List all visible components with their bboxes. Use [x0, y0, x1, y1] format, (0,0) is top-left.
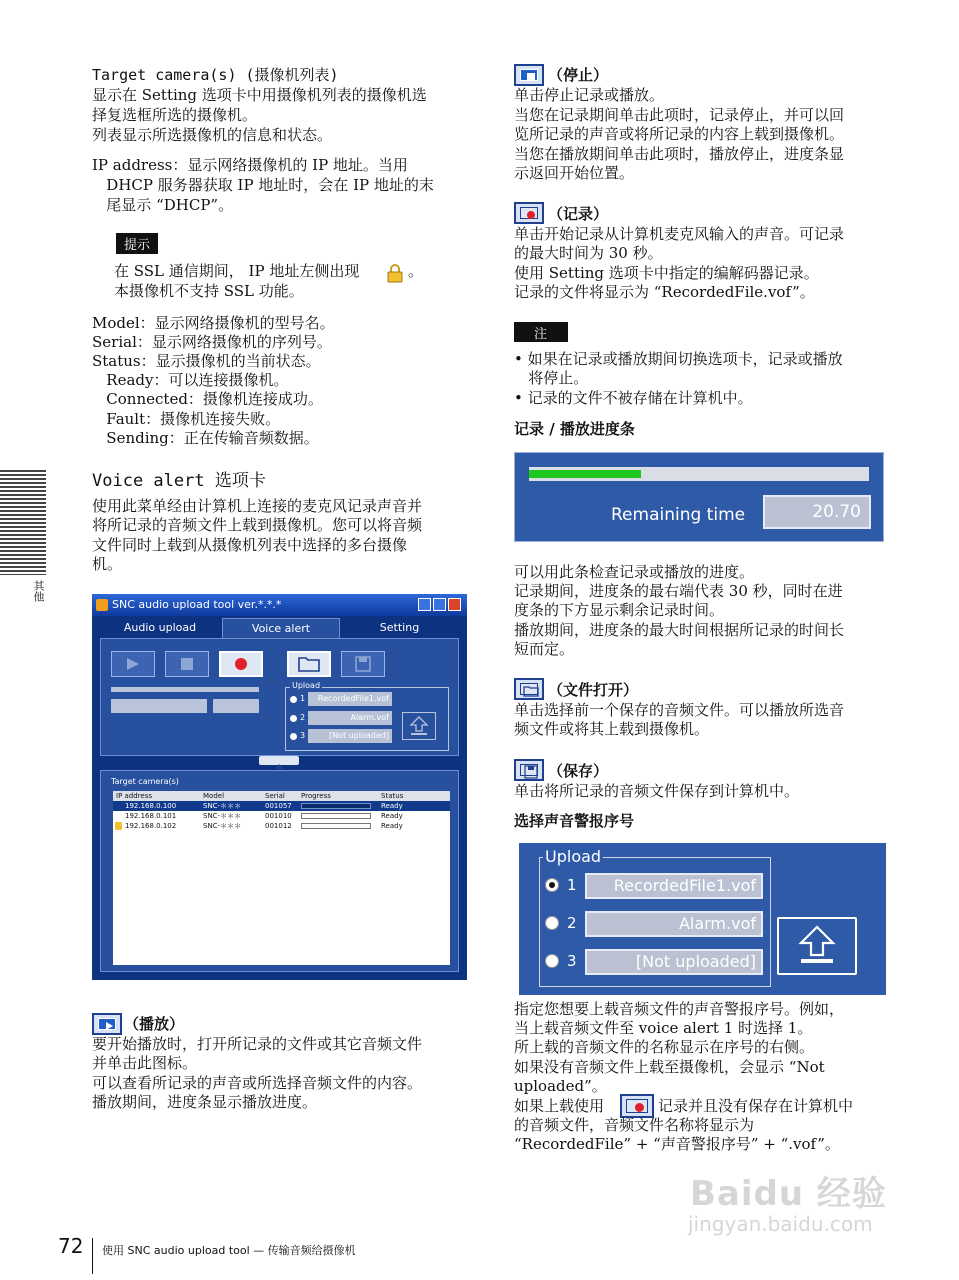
status-connected: Connected：摄像机连接成功。: [92, 390, 323, 408]
note-tag: 注: [534, 327, 548, 342]
ip-desc-2: DHCP 服务器获取 IP 地址时，会在 IP 地址的末: [92, 176, 434, 194]
select-desc-5: uploaded”。: [514, 1077, 607, 1095]
hint-line-2: 本摄像机不支持 SSL 功能。: [114, 282, 304, 300]
footer-divider: [92, 1238, 93, 1274]
upload-slot-3: [Not uploaded]: [308, 729, 392, 743]
upload-note-pre: 如果上载使用: [514, 1097, 605, 1115]
col-serial: Serial: [265, 792, 285, 800]
voice-desc-1: 使用此菜单经由计算机上连接的麦克风记录声音并: [92, 497, 423, 515]
upload-note-tail-2: “RecordedFile” + “声音警报序号” + “.vof”。: [514, 1135, 840, 1153]
select-desc-4: 如果没有音频文件上载至摄像机，会显示 “Not: [514, 1058, 825, 1076]
alert-num-2: 2: [567, 914, 577, 932]
tab-bar: [100, 618, 459, 638]
row2-model: SNC-＊＊＊: [203, 812, 242, 820]
upload-note-tail-1: 的音频文件，音频文件名称将显示为: [514, 1116, 755, 1134]
target-desc-1: 显示在 Setting 选项卡中用摄像机列表的摄像机选: [92, 86, 427, 104]
play-title: （播放）: [124, 1015, 185, 1033]
col-status: Status: [381, 792, 404, 800]
upload-arrow-button[interactable]: [777, 917, 857, 975]
rec-desc-3: 使用 Setting 选项卡中指定的编解码器记录。: [514, 264, 819, 282]
status-ready: Ready：可以连接摄像机。: [92, 371, 289, 389]
row1-progress: [301, 803, 371, 809]
alert-slot-1: RecordedFile1.vof: [585, 873, 763, 899]
row3-serial: 001012: [265, 822, 292, 830]
lock-icon: [386, 263, 404, 283]
stop-button[interactable]: [165, 651, 209, 677]
open-desc-1: 单击选择前一个保存的音频文件。可以播放所选音: [514, 701, 845, 719]
play-button[interactable]: [111, 651, 155, 677]
field-model: Model：显示网络摄像机的型号名。: [92, 314, 335, 332]
play-icon: [92, 1013, 122, 1035]
remaining-value: 20.70: [763, 495, 871, 529]
sidebar-label: 其他: [32, 580, 45, 602]
upload-widget-label: Upload: [545, 847, 602, 866]
target-desc-2: 择复选框所选的摄像机。: [92, 106, 258, 124]
upload-num-2: 2: [300, 713, 306, 722]
rec-desc-2: 的最大时间为 30 秒。: [514, 244, 663, 262]
voice-alert-panel: [100, 638, 459, 756]
watermark-brand: Baidu 经验: [690, 1174, 887, 1214]
row2-status: Ready: [381, 812, 403, 820]
radio-3[interactable]: [290, 733, 297, 740]
row3-progress: [301, 823, 371, 829]
note-2: • 记录的文件不被存储在计算机中。: [514, 389, 753, 407]
progress-desc-3: 度条的下方显示剩余记录时间。: [514, 601, 725, 619]
select-desc-3: 所上载的音频文件的名称显示在序号的右侧。: [514, 1038, 815, 1056]
record-button[interactable]: [219, 651, 263, 677]
stop-desc-2: 当您在记录期间单击此项时，记录停止，并可以回: [514, 106, 845, 124]
hint-line-1: 在 SSL 通信期间， IP 地址左侧出现: [114, 262, 360, 280]
hint-suffix: 。: [408, 262, 424, 280]
hint-tag: 提示: [116, 233, 158, 254]
save-desc-1: 单击将所记录的音频文件保存到计算机中。: [514, 782, 800, 800]
upload-num-3: 3: [300, 731, 306, 740]
note-1: • 如果在记录或播放期间切换选项卡，记录或播放: [514, 350, 843, 368]
open-folder-icon: [514, 678, 544, 700]
alert-radio-1[interactable]: [545, 878, 559, 892]
voice-desc-2: 将所记录的音频文件上载到摄像机。您可以将音频: [92, 516, 423, 534]
progress-desc-2: 记录期间，进度条的最右端代表 30 秒，同时在进: [514, 582, 843, 600]
target-camera-panel: [100, 770, 459, 972]
upload-group-label: Upload: [292, 681, 321, 690]
voice-desc-3: 文件同时上载到从摄像机列表中选择的多台摄像: [92, 536, 408, 554]
stop-title: （停止）: [548, 66, 609, 84]
stop-desc-5: 示返回开始位置。: [514, 164, 635, 182]
alert-slot-2: Alarm.vof: [585, 911, 763, 937]
ip-desc-3: 尾显示 “DHCP”。: [92, 196, 234, 214]
row2-serial: 001010: [265, 812, 292, 820]
play-desc-2: 并单击此图标。: [92, 1054, 198, 1072]
tab-voice-alert[interactable]: Voice alert: [222, 618, 340, 638]
progress-desc-5: 短而定。: [514, 640, 575, 658]
alert-radio-3[interactable]: [545, 954, 559, 968]
status-sending: Sending：正在传输音频数据。: [92, 429, 319, 447]
row1-ip: 192.168.0.100: [125, 802, 177, 810]
page-number: 72: [58, 1234, 84, 1258]
row1-status: Ready: [381, 802, 403, 810]
select-desc-2: 当上载音频文件至 voice alert 1 时选择 1。: [514, 1019, 813, 1037]
progress-widget: [514, 452, 884, 542]
tab-audio-upload[interactable]: Audio upload: [123, 621, 197, 634]
tab-setting[interactable]: Setting: [379, 621, 420, 634]
row2-progress: [301, 813, 371, 819]
row1-model: SNC-＊＊＊: [203, 802, 242, 810]
watermark-url: jingyan.baidu.com: [688, 1212, 873, 1236]
upload-widget: [519, 843, 886, 995]
progress-fill: [529, 470, 641, 478]
ip-desc-1: IP address：显示网络摄像机的 IP 地址。当用: [92, 156, 408, 174]
status-fault: Fault：摄像机连接失败。: [92, 410, 281, 428]
window-title: SNC audio upload tool ver.*.*.*: [112, 598, 282, 611]
collapse-toggle[interactable]: [259, 756, 299, 765]
field-serial: Serial：显示网络摄像机的序列号。: [92, 333, 332, 351]
row3-model: SNC-＊＊＊: [203, 822, 242, 830]
progress-heading: 记录 / 播放进度条: [514, 420, 635, 438]
voice-alert-heading: Voice alert 选项卡: [92, 471, 266, 491]
upload-group: [285, 681, 449, 751]
close-icon[interactable]: [448, 598, 461, 611]
select-desc-1: 指定您想要上载音频文件的声音警报序号。例如，: [514, 1000, 845, 1018]
progress-track: [529, 467, 869, 481]
section-tab-stripes: [0, 470, 46, 575]
mini-field-2: [213, 699, 259, 713]
play-desc-4: 播放期间，进度条显示播放进度。: [92, 1093, 318, 1111]
upload-button[interactable]: [402, 712, 436, 740]
target-camera-title: Target camera(s): [111, 777, 179, 786]
col-ip: IP address: [116, 792, 153, 800]
rec-desc-1: 单击开始记录从计算机麦克风输入的声音。可记录: [514, 225, 845, 243]
alert-num-1: 1: [567, 876, 577, 894]
play-desc-3: 可以查看所记录的声音或所选择音频文件的内容。: [92, 1074, 423, 1092]
mini-field-1: [111, 699, 207, 713]
camera-table: [113, 791, 450, 965]
save-title: （保存）: [548, 762, 609, 780]
field-status: Status：显示摄像机的当前状态。: [92, 352, 321, 370]
target-heading: Target camera(s) (摄像机列表): [92, 66, 339, 84]
record-icon: [620, 1094, 654, 1118]
radio-2[interactable]: [290, 715, 297, 722]
footer-text: 使用 SNC audio upload tool — 传输音频给摄像机: [102, 1244, 356, 1257]
upload-num-1: 1: [300, 694, 306, 703]
stop-icon: [514, 64, 544, 86]
stop-desc-4: 当您在播放期间单击此项时，播放停止，进度条显: [514, 145, 845, 163]
open-file-button[interactable]: [287, 651, 331, 677]
alert-slot-3: [Not uploaded]: [585, 949, 763, 975]
remaining-label: Remaining time: [611, 505, 746, 525]
select-heading: 选择声音警报序号: [514, 812, 635, 830]
app-icon: [96, 599, 108, 611]
stop-desc-1: 单击停止记录或播放。: [514, 86, 665, 104]
rec-desc-4: 记录的文件将显示为 “RecordedFile.vof”。: [514, 283, 815, 301]
voice-desc-4: 机。: [92, 555, 123, 573]
radio-1[interactable]: [290, 696, 297, 703]
progress-desc-1: 可以用此条检查记录或播放的进度。: [514, 563, 755, 581]
col-model: Model: [203, 792, 225, 800]
app-window: [92, 594, 467, 980]
progress-desc-4: 播放期间，进度条的最大时间根据所记录的时间长: [514, 621, 845, 639]
minimize-icon[interactable]: [418, 598, 431, 611]
open-desc-2: 频文件或将其上载到摄像机。: [514, 720, 710, 738]
rec-title: （记录）: [548, 205, 609, 223]
alert-num-3: 3: [567, 952, 577, 970]
lock-icon: [115, 822, 122, 830]
row1-serial: 001057: [265, 802, 292, 810]
save-button[interactable]: [341, 651, 385, 677]
record-icon: [514, 202, 544, 224]
row3-ip: 192.168.0.102: [125, 822, 177, 830]
stop-desc-3: 览所记录的声音或将所记录的内容上载到摄像机。: [514, 125, 845, 143]
alert-radio-2[interactable]: [545, 916, 559, 930]
upload-note-post: 记录并且没有保存在计算机中: [658, 1097, 854, 1115]
window-titlebar: [92, 594, 467, 616]
progress-bar-mini: [111, 687, 259, 692]
upload-slot-2: Alarm.vof: [308, 711, 392, 725]
target-desc-3: 列表显示所选摄像机的信息和状态。: [92, 126, 333, 144]
save-icon: [514, 759, 544, 781]
col-progress: Progress: [301, 792, 331, 800]
upload-slot-1: RecordedFile1.vof: [308, 692, 392, 706]
note-1b: 将停止。: [514, 369, 589, 387]
maximize-icon[interactable]: [433, 598, 446, 611]
open-title: （文件打开）: [548, 681, 639, 699]
play-desc-1: 要开始播放时，打开所记录的文件或其它音频文件: [92, 1035, 423, 1053]
row3-status: Ready: [381, 822, 403, 830]
row2-ip: 192.168.0.101: [125, 812, 177, 820]
